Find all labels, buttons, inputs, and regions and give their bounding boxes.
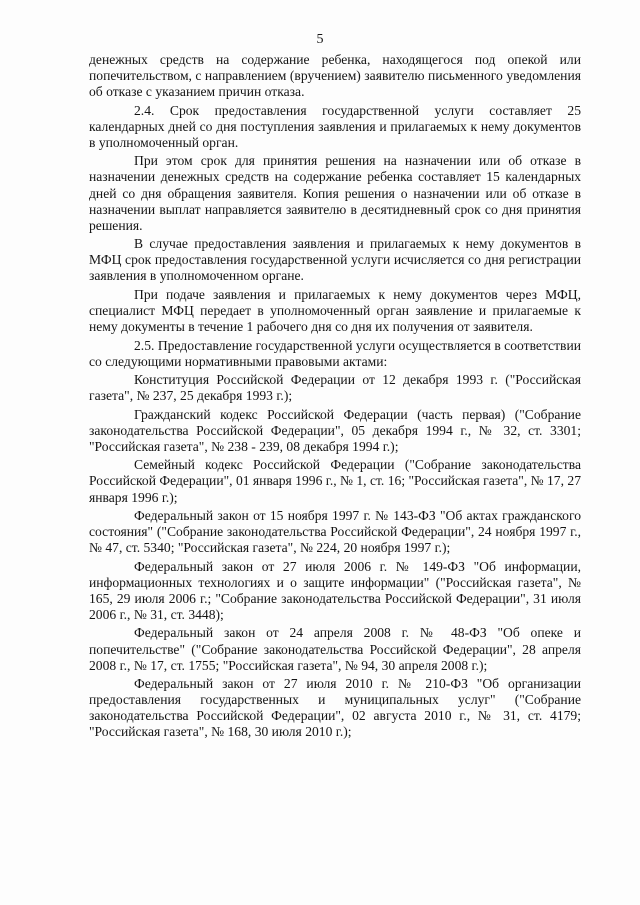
list-item-civil-code: Гражданский кодекс Российской Федерации (часть первая) ("Собрание законодательства Российской Федерации", 05 декабря 1994 г., № 32, ст. 3301; "Российская газета", № 238 - 239, 08 декабря 1994 г.); xyxy=(89,406,581,454)
list-item-law-143: Федеральный закон от 15 ноября 1997 г. № 143-ФЗ "Об актах гражданского состояния" ("Собрание законодательства Российской Федерации", 24 ноября 1997 г., № 47, ст. 5340; "Российская газета", № 224, 20 ноября 1997 г.); xyxy=(89,508,581,556)
page-number: 5 xyxy=(316,32,324,47)
list-item-constitution: Конституция Российской Федерации от 12 декабря 1993 г. ("Российская газета", № 237, 25 декабря 1993 г.); xyxy=(89,372,581,404)
list-item-law-48: Федеральный закон от 24 апреля 2008 г. № 48-ФЗ "Об опеке и попечительстве" ("Собрание законодательства Российской Федерации", 28 апреля 2008 г., № 17, ст. 1755; "Российская газета", № 94, 30 апреля 2008 г.); xyxy=(89,625,581,673)
list-item-law-210: Федеральный закон от 27 июля 2010 г. № 210-ФЗ "Об организации предоставления государственных и муниципальных услуг" ("Собрание законодательства Российской Федерации", 02 августа 2010 г., № 31, ст. 4179; "Российская газета", № 168, 30 июля 2010 г.); xyxy=(89,676,581,740)
list-item-law-149: Федеральный закон от 27 июля 2006 г. № 149-ФЗ "Об информации, информационных технологиях и о защите информации" ("Российская газета", № 165, 29 июля 2006 г.; "Собрание законодательства Российской Федерации", 31 июля 2006 г., № 31, ст. 3448); xyxy=(89,558,581,622)
paragraph-mfc-transfer: При подаче заявления и прилагаемых к нему документов через МФЦ, специалист МФЦ передает в уполномоченный орган заявление и прилагаемые к нему документы в течение 1 рабочего дня со дня их получения от заявителя. xyxy=(89,286,581,335)
paragraph-2-4-service-term: 2.4. Срок предоставления государственной услуги составляет 25 календарных дней со дня поступления заявления и прилагаемых к нему документов в уполномоченный орган. xyxy=(89,102,581,150)
list-item-family-code: Семейный кодекс Российской Федерации ("Собрание законодательства Российской Федерации", 01 января 1996 г., № 1, ст. 16; "Российская газета", № 17, 27 января 1996 г.); xyxy=(89,457,581,505)
paragraph-continuation: денежных средств на содержание ребенка, находящегося под опекой или попечительством, с направлением (вручением) заявителю письменного уведомления об отказе с указанием причин отказа. xyxy=(89,52,581,100)
paragraph-decision-term: При этом срок для принятия решения на назначении или об отказе в назначении денежных средств на содержание ребенка составляет 15 календарных дней со дня обращения заявителя. Копия решения о назначении или об отказе в назначении выплат направляется заявителю в десятидневный срок со дня принятия решения. xyxy=(89,153,581,233)
document-body xyxy=(89,52,581,743)
paragraph-2-5-legal-basis: 2.5. Предоставление государственной услуги осуществляется в соответствии со следующими нормативными правовыми актами: xyxy=(89,337,581,369)
paragraph-mfc-term: В случае предоставления заявления и прилагаемых к нему документов в МФЦ срок предоставления государственной услуги исчисляется со дня регистрации заявления в уполномоченном органе. xyxy=(89,236,581,284)
